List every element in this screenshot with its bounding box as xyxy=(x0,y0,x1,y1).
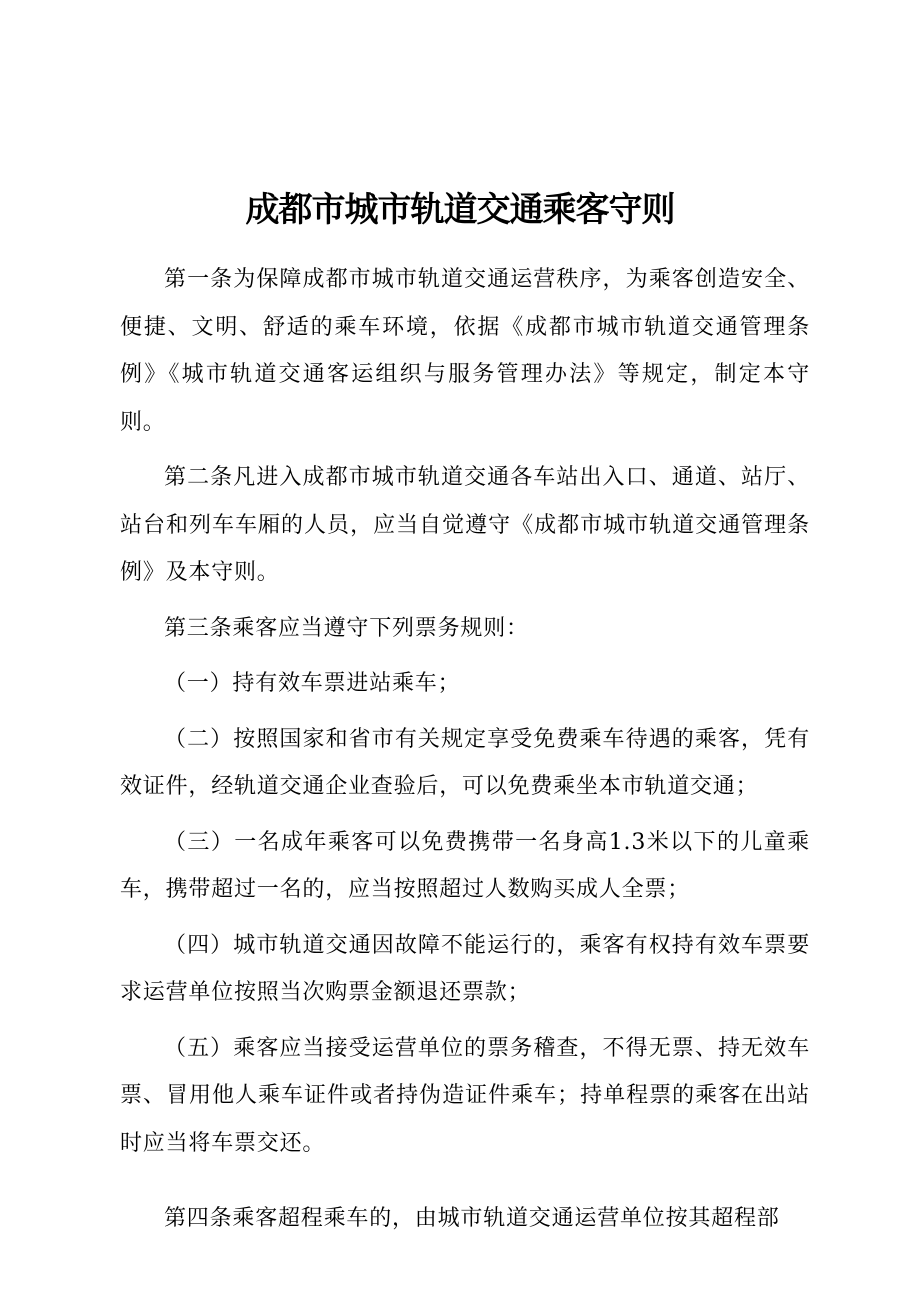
article-3-paragraph: 第三条乘客应当遵守下列票务规则： xyxy=(164,615,529,641)
article-3-item-5: （五）乘客应当接受运营单位的票务稽查，不得无票、持无效车票、冒用他人乘车证件或者持伪造证件乘车；持单程票的乘客在出站时应当将车票交还。 xyxy=(120,1035,810,1156)
article-3-item-2: （二）按照国家和省市有关规定享受免费乘车待遇的乘客，凭有效证件，经轨道交通企业查验后，可以免费乘坐本市轨道交通； xyxy=(120,726,810,799)
document-body xyxy=(120,256,810,1251)
article-4-paragraph: 第四条乘客超程乘车的，由城市轨道交通运营单位按其超程部 xyxy=(164,1206,780,1231)
article-3-item-1: （一）持有效车票进站乘车； xyxy=(164,671,461,696)
document-title: 成都市城市轨道交通乘客守则 xyxy=(245,190,675,230)
article-1-paragraph: 第一条为保障成都市城市轨道交通运营秩序，为乘客创造安全、便捷、文明、舒适的乘车环境，依据《成都市城市轨道交通管理条例》《城市轨道交通客运组织与服务管理办法》等规定，制定本守则。 xyxy=(120,267,810,435)
article-3-item-4: （四）城市轨道交通因故障不能运行的，乘客有权持有效车票要求运营单位按照当次购票金额退还票款； xyxy=(120,932,810,1005)
article-3-item-3: （三）一名成年乘客可以免费携带一名身高1.3米以下的儿童乘车，携带超过一名的，应当按照超过人数购买成人全票； xyxy=(120,829,810,902)
article-2-paragraph: 第二条凡进入成都市城市轨道交通各车站出入口、通道、站厅、站台和列车车厢的人员，应当自觉遵守《成都市城市轨道交通管理条例》及本守则。 xyxy=(120,465,810,585)
